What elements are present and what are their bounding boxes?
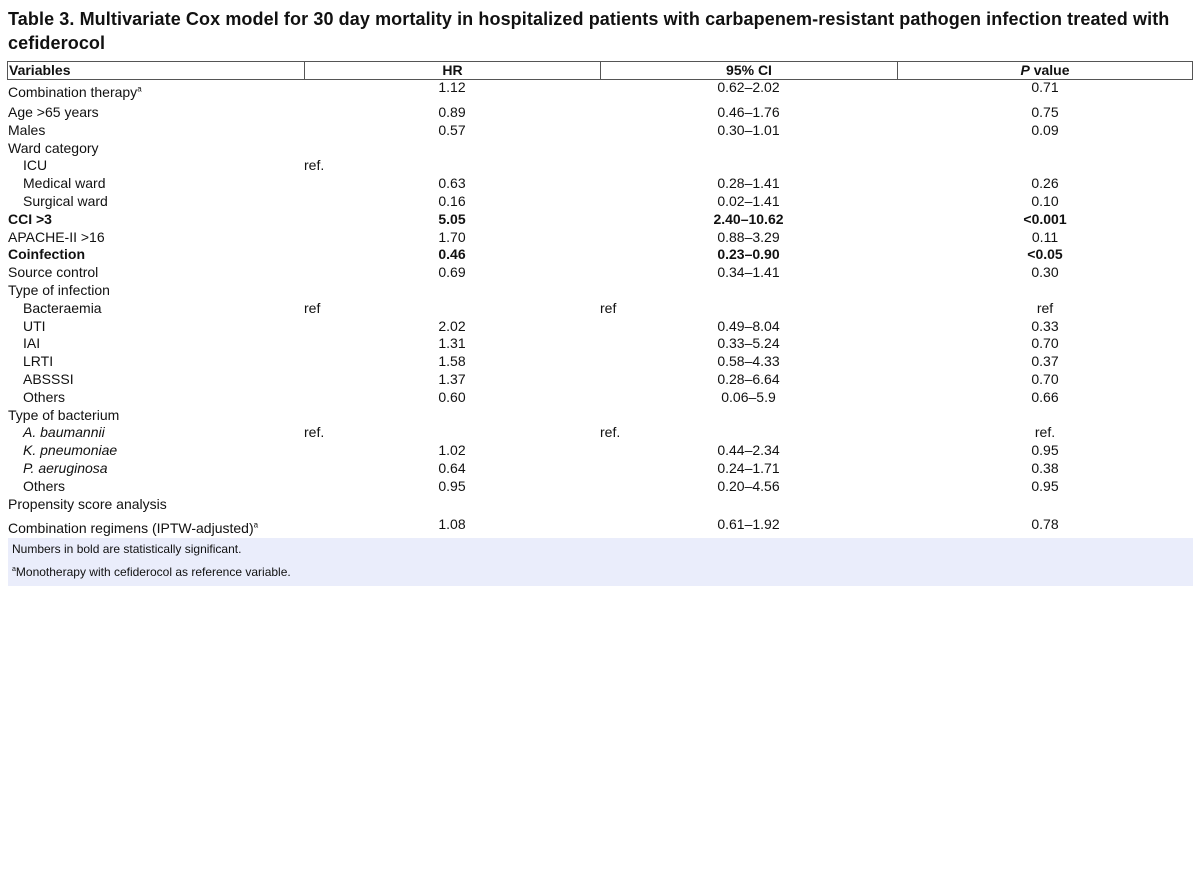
ci-cell: 0.58–4.33: [717, 353, 780, 370]
variable-cell: LRTI: [23, 353, 54, 370]
ci-cell: 0.44–2.34: [717, 442, 780, 459]
header-p-italic: P: [1020, 62, 1030, 78]
table-row: [8, 318, 1193, 336]
variable-cell: Coinfection: [8, 246, 85, 263]
variable-cell: Age >65 years: [8, 104, 99, 120]
hr-cell: 0.69: [438, 264, 466, 281]
ci-cell: 0.46–1.76: [717, 104, 780, 120]
group-heading: Type of infection: [8, 281, 110, 298]
p-value-cell: 0.75: [1031, 104, 1059, 120]
group-heading: Ward category: [8, 139, 99, 156]
ci-cell: 2.40–10.62: [713, 210, 784, 227]
table-row-significant: [8, 211, 1193, 229]
variable-cell: APACHE-II >16: [8, 228, 105, 245]
table-row: [8, 513, 1193, 539]
footnote-reference-variable: [12, 565, 291, 579]
variable-label: Combination therapy: [8, 84, 138, 100]
hr-cell: 2.02: [438, 317, 466, 334]
hr-reference-cell: ref: [304, 299, 321, 316]
table-header-row: [7, 61, 1193, 80]
p-value-cell: 0.37: [1031, 353, 1059, 370]
hr-cell: 0.63: [438, 175, 466, 192]
variable-cell: K. pneumoniae: [23, 442, 118, 459]
table-row-group-heading: [8, 282, 1193, 300]
table-row: [8, 460, 1193, 478]
p-value-cell: 0.70: [1031, 370, 1059, 387]
variable-cell: Medical ward: [23, 175, 106, 192]
variable-label: Combination regimens (IPTW-adjusted): [8, 520, 254, 537]
table-row: [8, 193, 1193, 211]
p-value-cell: 0.26: [1031, 175, 1059, 192]
variable-cell: UTI: [23, 317, 46, 334]
p-value-cell: 0.95: [1031, 442, 1059, 459]
table-row-group-heading: [8, 140, 1193, 158]
variable-cell: ABSSSI: [23, 370, 74, 387]
variable-cell: ICU: [23, 157, 48, 174]
variable-cell: [8, 80, 304, 104]
table-row: [8, 175, 1193, 193]
ci-cell: 0.20–4.56: [717, 477, 780, 494]
p-value-cell: 0.38: [1031, 459, 1059, 476]
hr-cell: 0.64: [438, 459, 466, 476]
p-value-cell: ref: [1036, 299, 1054, 316]
p-value-cell: 0.78: [1031, 516, 1059, 533]
hr-cell: 1.31: [438, 335, 466, 352]
ci-cell: 0.28–6.64: [717, 370, 780, 387]
ci-cell: 0.02–1.41: [717, 192, 780, 209]
variable-cell: Others: [23, 477, 66, 494]
hr-cell: 0.95: [438, 477, 466, 494]
ci-cell: 0.34–1.41: [717, 264, 780, 281]
ci-cell: 0.28–1.41: [717, 175, 780, 192]
hr-cell: 1.12: [438, 79, 466, 95]
header-hr: HR: [305, 62, 601, 79]
hr-cell: 0.46: [438, 246, 466, 263]
table-row: [8, 371, 1193, 389]
p-value-cell: 0.66: [1031, 388, 1059, 405]
footnote-superscript: a: [12, 566, 16, 573]
hr-cell: 5.05: [438, 210, 466, 227]
hr-cell: 0.89: [438, 104, 466, 120]
table-row: [8, 122, 1193, 140]
ci-cell: 0.49–8.04: [717, 317, 780, 334]
footnote-text: Monotherapy with cefiderocol as reference variable.: [15, 565, 291, 579]
table-row-group-heading: [8, 407, 1193, 425]
p-value-cell: 0.33: [1031, 317, 1059, 334]
hr-cell: 1.08: [438, 516, 466, 533]
table-row-significant: [8, 246, 1193, 264]
hr-cell: 0.57: [438, 121, 466, 138]
hr-cell: 1.58: [438, 353, 466, 370]
ci-cell: 0.24–1.71: [717, 459, 780, 476]
table-row: [8, 80, 1193, 104]
p-value-cell: 0.11: [1031, 228, 1059, 245]
header-p-rest: value: [1029, 62, 1070, 78]
table-footnotes: [8, 538, 1193, 586]
footnote-bold-significance: Numbers in bold are statistically significant.: [12, 542, 242, 556]
hr-cell: 1.70: [438, 228, 466, 245]
table-title: Table 3. Multivariate Cox model for 30 day mortality in hospitalized patients with carbapenem-resistant pathogen infection treated with cefiderocol: [8, 9, 1170, 53]
variable-cell: A. baumannii: [23, 424, 105, 441]
ci-reference-cell: ref: [600, 299, 617, 316]
p-value-cell: 0.71: [1031, 79, 1059, 95]
ci-cell: 0.23–0.90: [717, 246, 780, 263]
header-variables: Variables: [8, 62, 305, 79]
ci-cell: 0.30–1.01: [717, 121, 780, 138]
p-value-cell: ref.: [1034, 424, 1056, 441]
table-row: [8, 104, 1193, 122]
p-value-cell: 0.30: [1031, 264, 1059, 281]
p-value-cell: 0.09: [1031, 121, 1059, 138]
variable-cell: Others: [23, 388, 66, 405]
group-heading: Type of bacterium: [8, 406, 120, 423]
variable-cell: [8, 513, 304, 539]
p-value-cell: 0.95: [1031, 477, 1059, 494]
p-value-cell: 0.10: [1031, 192, 1059, 209]
group-heading: Propensity score analysis: [8, 495, 167, 512]
variable-cell: Surgical ward: [23, 192, 108, 209]
hr-reference-cell: ref.: [304, 424, 325, 441]
variable-cell: P. aeruginosa: [23, 459, 108, 476]
ci-reference-cell: ref.: [600, 424, 621, 441]
variable-cell: Source control: [8, 264, 99, 281]
variable-cell: CCI >3: [8, 210, 52, 227]
header-p-value: [898, 62, 1192, 79]
table-row: [8, 157, 1193, 175]
table-row: [8, 353, 1193, 371]
table-row: [8, 478, 1193, 496]
header-ci: 95% CI: [601, 62, 898, 79]
table-body: [8, 80, 1193, 539]
table-row: [8, 264, 1193, 282]
table-row: [8, 424, 1193, 442]
table-row: [8, 229, 1193, 247]
superscript-mark: a: [137, 84, 142, 94]
table-row: [8, 335, 1193, 353]
ci-cell: 0.33–5.24: [717, 335, 780, 352]
hr-reference-cell: ref.: [304, 157, 325, 174]
hr-cell: 0.60: [438, 388, 466, 405]
p-value-cell: <0.001: [1023, 210, 1067, 227]
hr-cell: 0.16: [438, 192, 466, 209]
table-row: [8, 442, 1193, 460]
variable-cell: Males: [8, 121, 46, 138]
ci-cell: 0.62–2.02: [717, 79, 780, 95]
ci-cell: 0.88–3.29: [717, 228, 780, 245]
p-value-cell: <0.05: [1027, 246, 1063, 263]
variable-cell: IAI: [23, 335, 41, 352]
p-value-cell: 0.70: [1031, 335, 1059, 352]
table-row-group-heading: [8, 496, 1193, 514]
table-row: [8, 389, 1193, 407]
ci-cell: 0.06–5.9: [721, 388, 776, 405]
superscript-mark: a: [253, 520, 259, 530]
variable-cell: Bacteraemia: [23, 299, 102, 316]
hr-cell: 1.02: [438, 442, 466, 459]
table-row: [8, 300, 1193, 318]
hr-cell: 1.37: [438, 370, 466, 387]
ci-cell: 0.61–1.92: [717, 516, 780, 533]
